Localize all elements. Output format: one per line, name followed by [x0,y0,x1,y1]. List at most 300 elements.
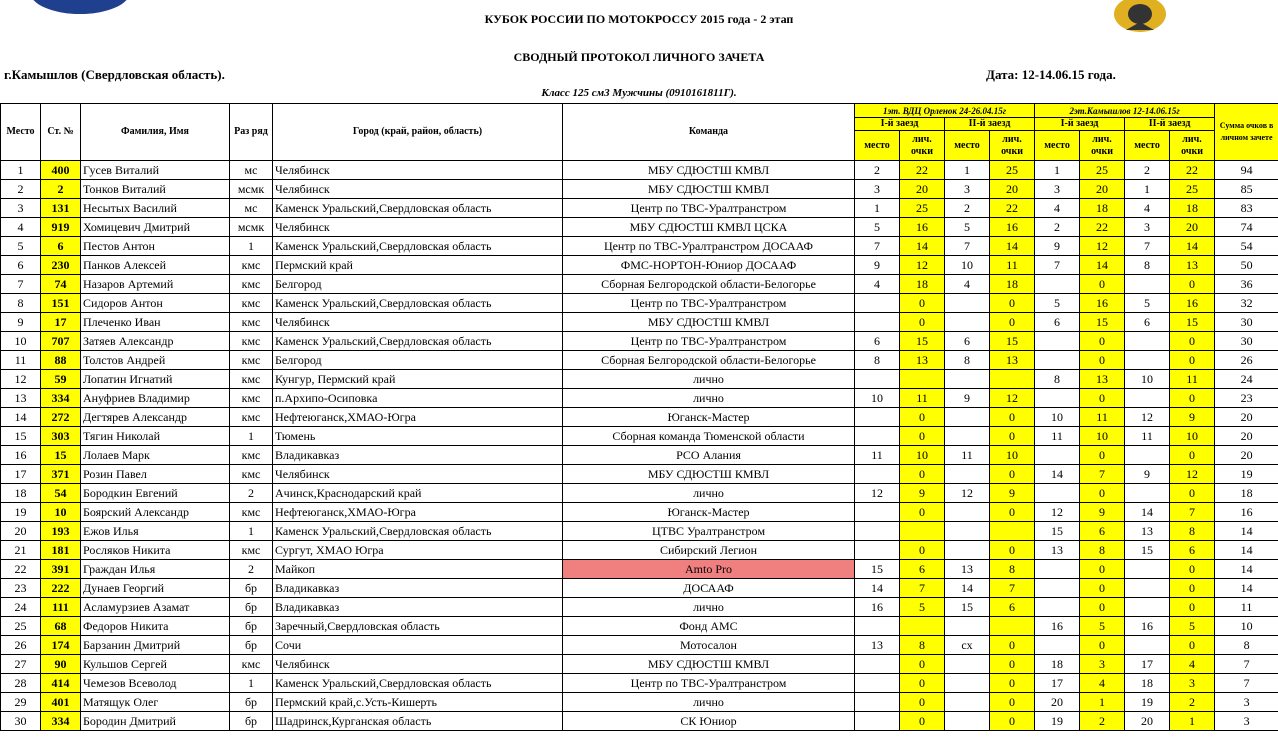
row-total: 23 [1215,389,1278,408]
row-pos2 [945,313,990,332]
row-pos3: 11 [1035,427,1080,446]
col-number: Ст. № [41,104,81,161]
row-pts4: 7 [1170,503,1215,522]
row-pos4: 17 [1125,655,1170,674]
table-row [1,218,1278,237]
row-pos3: 2 [1035,218,1080,237]
row-pos2 [945,427,990,446]
row-pos2 [945,465,990,484]
row-pts2: 0 [990,465,1035,484]
col-total: Сумма очков в личном зачете [1215,104,1278,161]
row-name: Панков Алексей [81,256,230,275]
row-pts2: 22 [990,199,1035,218]
row-number: 17 [41,313,81,332]
row-city: Владикавказ [273,598,563,617]
row-total: 20 [1215,427,1278,446]
row-rank: кмс [230,408,273,427]
row-pos1: 12 [855,484,900,503]
row-total: 7 [1215,655,1278,674]
row-pos1: 9 [855,256,900,275]
row-pts3: 6 [1080,522,1125,541]
row-city: Каменск Уральский,Свердловская область [273,522,563,541]
col-team: Команда [563,104,855,161]
row-pos3 [1035,332,1080,351]
row-pts1: 0 [900,408,945,427]
table-row [1,617,1278,636]
row-pos1 [855,712,900,731]
row-pos4: 18 [1125,674,1170,693]
row-pos3: 10 [1035,408,1080,427]
row-pts3: 4 [1080,674,1125,693]
row-pos2: 4 [945,275,990,294]
row-pos1: 13 [855,636,900,655]
table-row [1,693,1278,712]
col-pos: место [855,131,900,161]
row-city: Белгород [273,351,563,370]
row-place: 10 [1,332,41,351]
row-pts1: 0 [900,693,945,712]
row-number: 193 [41,522,81,541]
row-pts2: 8 [990,560,1035,579]
row-total: 16 [1215,503,1278,522]
row-total: 74 [1215,218,1278,237]
row-number: 59 [41,370,81,389]
row-city: Пермский край [273,256,563,275]
row-pos1 [855,693,900,712]
row-place: 29 [1,693,41,712]
row-rank: кмс [230,503,273,522]
row-pts2: 7 [990,579,1035,598]
row-rank: кмс [230,389,273,408]
row-name: Толстов Андрей [81,351,230,370]
row-rank: 1 [230,522,273,541]
row-place: 18 [1,484,41,503]
table-row [1,712,1278,731]
row-number: 919 [41,218,81,237]
row-name: Чемезов Всеволод [81,674,230,693]
row-rank: мс [230,161,273,180]
row-pts4: 25 [1170,180,1215,199]
table-row [1,180,1278,199]
row-pts1: 0 [900,541,945,560]
row-pts1: 0 [900,465,945,484]
row-team: лично [563,484,855,503]
table-row [1,332,1278,351]
row-total: 30 [1215,332,1278,351]
row-pos1: 16 [855,598,900,617]
row-pts2: 0 [990,655,1035,674]
row-city: Каменск Уральский,Свердловская область [273,674,563,693]
row-pos2 [945,712,990,731]
row-number: 2 [41,180,81,199]
row-pts3: 14 [1080,256,1125,275]
row-total: 85 [1215,180,1278,199]
row-city: Владикавказ [273,579,563,598]
row-pts1: 22 [900,161,945,180]
row-pos2 [945,503,990,522]
row-pts1: 20 [900,180,945,199]
row-pts3: 0 [1080,560,1125,579]
row-pts4: 22 [1170,161,1215,180]
row-pts3: 0 [1080,446,1125,465]
row-pts3: 0 [1080,484,1125,503]
row-pos2: 15 [945,598,990,617]
row-total: 20 [1215,408,1278,427]
row-pos4: 6 [1125,313,1170,332]
row-pos3: 15 [1035,522,1080,541]
row-total: 30 [1215,313,1278,332]
row-pos4: 11 [1125,427,1170,446]
row-pts1: 5 [900,598,945,617]
table-row [1,503,1278,522]
document-title: КУБОК РОССИИ ПО МОТОКРОССУ 2015 года - 2 этап [484,12,794,26]
row-pts1: 25 [900,199,945,218]
row-pos1: 7 [855,237,900,256]
row-pos1: 5 [855,218,900,237]
row-total: 10 [1215,617,1278,636]
row-pos2 [945,693,990,712]
row-pos2: 12 [945,484,990,503]
row-pos1: 10 [855,389,900,408]
row-pts1: 6 [900,560,945,579]
row-pts2: 25 [990,161,1035,180]
row-pts3: 16 [1080,294,1125,313]
row-rank: кмс [230,446,273,465]
row-pts3: 0 [1080,636,1125,655]
row-pts4: 10 [1170,427,1215,446]
row-pos4 [1125,484,1170,503]
table-row [1,161,1278,180]
row-team: лично [563,370,855,389]
row-number: 54 [41,484,81,503]
row-name: Розин Павел [81,465,230,484]
row-pos3 [1035,636,1080,655]
table-row [1,408,1278,427]
col-pos: место [1125,131,1170,161]
row-pts3: 25 [1080,161,1125,180]
row-pos4 [1125,560,1170,579]
row-city: Челябинск [273,180,563,199]
row-rank: бр [230,617,273,636]
row-rank: 1 [230,427,273,446]
row-pos3: 13 [1035,541,1080,560]
row-team: МБУ СДЮСТШ КМВЛ [563,465,855,484]
row-name: Затяев Александр [81,332,230,351]
table-row [1,351,1278,370]
row-pts3: 3 [1080,655,1125,674]
row-place: 30 [1,712,41,731]
row-pos3 [1035,351,1080,370]
row-pts1: 0 [900,294,945,313]
row-pts1: 0 [900,313,945,332]
row-team: Фонд АМС [563,617,855,636]
row-city: Пермский край,с.Усть-Кишерть [273,693,563,712]
row-pos2: сх [945,636,990,655]
row-pos4 [1125,351,1170,370]
row-city: Майкоп [273,560,563,579]
row-pos2: 3 [945,180,990,199]
row-rank: 2 [230,560,273,579]
row-pos1 [855,427,900,446]
row-pos4: 14 [1125,503,1170,522]
row-team: ФМС-НОРТОН-Юниор ДОСААФ [563,256,855,275]
row-city: Владикавказ [273,446,563,465]
row-pos2 [945,617,990,636]
row-pts4: 3 [1170,674,1215,693]
row-team: Центр по ТВС-Уралтранстром [563,332,855,351]
row-number: 174 [41,636,81,655]
row-pos4: 20 [1125,712,1170,731]
table-row [1,465,1278,484]
row-name: Асламурзиев Азамат [81,598,230,617]
row-pos3: 9 [1035,237,1080,256]
row-total: 32 [1215,294,1278,313]
row-name: Ежов Илья [81,522,230,541]
row-pts4: 9 [1170,408,1215,427]
row-number: 371 [41,465,81,484]
row-pos1: 11 [855,446,900,465]
row-name: Бородкин Евгений [81,484,230,503]
results-table [0,103,1278,731]
row-rank: 2 [230,484,273,503]
row-city: Нефтеюганск,ХМАО-Югра [273,408,563,427]
row-pos1 [855,294,900,313]
row-place: 28 [1,674,41,693]
row-number: 400 [41,161,81,180]
row-number: 707 [41,332,81,351]
row-pts2: 0 [990,503,1035,522]
row-rank: 1 [230,237,273,256]
row-place: 20 [1,522,41,541]
row-pos4: 1 [1125,180,1170,199]
row-pos2: 6 [945,332,990,351]
row-city: Нефтеюганск,ХМАО-Югра [273,503,563,522]
row-pts2: 9 [990,484,1035,503]
row-rank: бр [230,636,273,655]
col-pos: место [945,131,990,161]
row-total: 14 [1215,541,1278,560]
row-pts1 [900,370,945,389]
row-place: 26 [1,636,41,655]
row-place: 4 [1,218,41,237]
row-total: 54 [1215,237,1278,256]
class-label: Класс 125 см3 Мужчины (0910161811Г). [541,87,737,99]
row-city: Каменск Уральский,Свердловская область [273,294,563,313]
row-pos4 [1125,579,1170,598]
col-place: Место [1,104,41,161]
row-number: 272 [41,408,81,427]
table-row [1,636,1278,655]
row-pos1: 14 [855,579,900,598]
row-pts3: 5 [1080,617,1125,636]
row-name: Дунаев Георгий [81,579,230,598]
row-pos4 [1125,332,1170,351]
table-row [1,560,1278,579]
table-row [1,427,1278,446]
row-pts2: 15 [990,332,1035,351]
row-total: 94 [1215,161,1278,180]
row-pos4: 10 [1125,370,1170,389]
row-name: Граждан Илья [81,560,230,579]
row-pos3: 7 [1035,256,1080,275]
row-pts1: 13 [900,351,945,370]
row-pos4: 7 [1125,237,1170,256]
row-name: Ануфриев Владимир [81,389,230,408]
row-pos1 [855,674,900,693]
row-pts3: 20 [1080,180,1125,199]
col-city: Город (край, район, область) [273,104,563,161]
row-team: Сборная Белгородской области-Белогорье [563,351,855,370]
row-number: 88 [41,351,81,370]
row-number: 401 [41,693,81,712]
row-pts3: 10 [1080,427,1125,446]
row-pos2 [945,541,990,560]
row-pts3: 22 [1080,218,1125,237]
row-pos1 [855,408,900,427]
row-rank: мсмк [230,218,273,237]
row-pts1: 0 [900,655,945,674]
row-team: МБУ СДЮСТШ КМВЛ [563,313,855,332]
row-pos4: 19 [1125,693,1170,712]
row-pts1 [900,522,945,541]
row-name: Кульшов Сергей [81,655,230,674]
row-number: 181 [41,541,81,560]
row-pts2: 16 [990,218,1035,237]
row-pts1 [900,617,945,636]
row-team: СК Юниор [563,712,855,731]
row-team: ЦТВС Уралтранстром [563,522,855,541]
row-number: 90 [41,655,81,674]
row-place: 2 [1,180,41,199]
row-pos1 [855,541,900,560]
row-pts2: 0 [990,427,1035,446]
row-city: Каменск Уральский,Свердловская область [273,332,563,351]
row-city: Белгород [273,275,563,294]
row-pts3: 15 [1080,313,1125,332]
row-pts3: 9 [1080,503,1125,522]
row-pos1: 8 [855,351,900,370]
row-total: 18 [1215,484,1278,503]
row-number: 414 [41,674,81,693]
row-name: Несытых Василий [81,199,230,218]
table-row [1,674,1278,693]
row-number: 131 [41,199,81,218]
row-pts3: 0 [1080,351,1125,370]
row-name: Бородин Дмитрий [81,712,230,731]
row-pts4: 8 [1170,522,1215,541]
row-pos3 [1035,560,1080,579]
row-rank: кмс [230,275,273,294]
row-city: Челябинск [273,218,563,237]
row-pts2 [990,617,1035,636]
row-pts2: 10 [990,446,1035,465]
row-pos2: 11 [945,446,990,465]
row-rank: кмс [230,256,273,275]
row-number: 334 [41,712,81,731]
row-total: 14 [1215,522,1278,541]
stage1-header: 1эт. ВДЦ Орленок 24-26.04.15г [855,104,1035,118]
row-place: 5 [1,237,41,256]
row-pos1 [855,503,900,522]
row-number: 303 [41,427,81,446]
row-pts2: 6 [990,598,1035,617]
table-row [1,541,1278,560]
row-pos4: 9 [1125,465,1170,484]
row-pos2: 14 [945,579,990,598]
row-name: Росляков Никита [81,541,230,560]
table-row [1,199,1278,218]
row-place: 14 [1,408,41,427]
row-pos4 [1125,598,1170,617]
row-total: 36 [1215,275,1278,294]
row-pos2: 9 [945,389,990,408]
row-pts4: 0 [1170,351,1215,370]
row-place: 9 [1,313,41,332]
row-pts3: 0 [1080,332,1125,351]
row-number: 230 [41,256,81,275]
row-place: 12 [1,370,41,389]
row-pts3: 13 [1080,370,1125,389]
row-rank: кмс [230,370,273,389]
row-city: Шадринск,Курганская область [273,712,563,731]
row-pos4: 5 [1125,294,1170,313]
row-team: РСО Алания [563,446,855,465]
row-pos4 [1125,636,1170,655]
row-number: 68 [41,617,81,636]
row-rank: мсмк [230,180,273,199]
table-row [1,370,1278,389]
row-name: Барзанин Дмитрий [81,636,230,655]
row-pts2: 0 [990,294,1035,313]
row-team: ДОСААФ [563,579,855,598]
table-row [1,484,1278,503]
row-pos4: 12 [1125,408,1170,427]
row-team: Юганск-Мастер [563,408,855,427]
row-pos3 [1035,598,1080,617]
row-name: Федоров Никита [81,617,230,636]
row-pos3: 19 [1035,712,1080,731]
row-pos3: 16 [1035,617,1080,636]
table-row [1,522,1278,541]
row-pos1: 1 [855,199,900,218]
row-rank: бр [230,693,273,712]
row-pos3 [1035,484,1080,503]
row-total: 3 [1215,712,1278,731]
row-total: 19 [1215,465,1278,484]
row-pts4: 18 [1170,199,1215,218]
row-pts4: 6 [1170,541,1215,560]
row-city: Ачинск,Краснодарский край [273,484,563,503]
row-pts1: 0 [900,674,945,693]
row-pts4: 0 [1170,446,1215,465]
row-rank: кмс [230,541,273,560]
row-team: МБУ СДЮСТШ КМВЛ [563,180,855,199]
row-pts3: 1 [1080,693,1125,712]
row-pts4: 20 [1170,218,1215,237]
row-place: 6 [1,256,41,275]
row-pts1: 18 [900,275,945,294]
row-pts1: 16 [900,218,945,237]
row-place: 24 [1,598,41,617]
row-team: Центр по ТВС-Уралтранстром [563,294,855,313]
document-subtitle: СВОДНЫЙ ПРОТОКОЛ ЛИЧНОГО ЗАЧЕТА [513,50,765,64]
col-rank: Раз ряд [230,104,273,161]
row-total: 8 [1215,636,1278,655]
row-pos2 [945,655,990,674]
row-pts3: 11 [1080,408,1125,427]
row-pts2: 14 [990,237,1035,256]
row-pts1: 12 [900,256,945,275]
